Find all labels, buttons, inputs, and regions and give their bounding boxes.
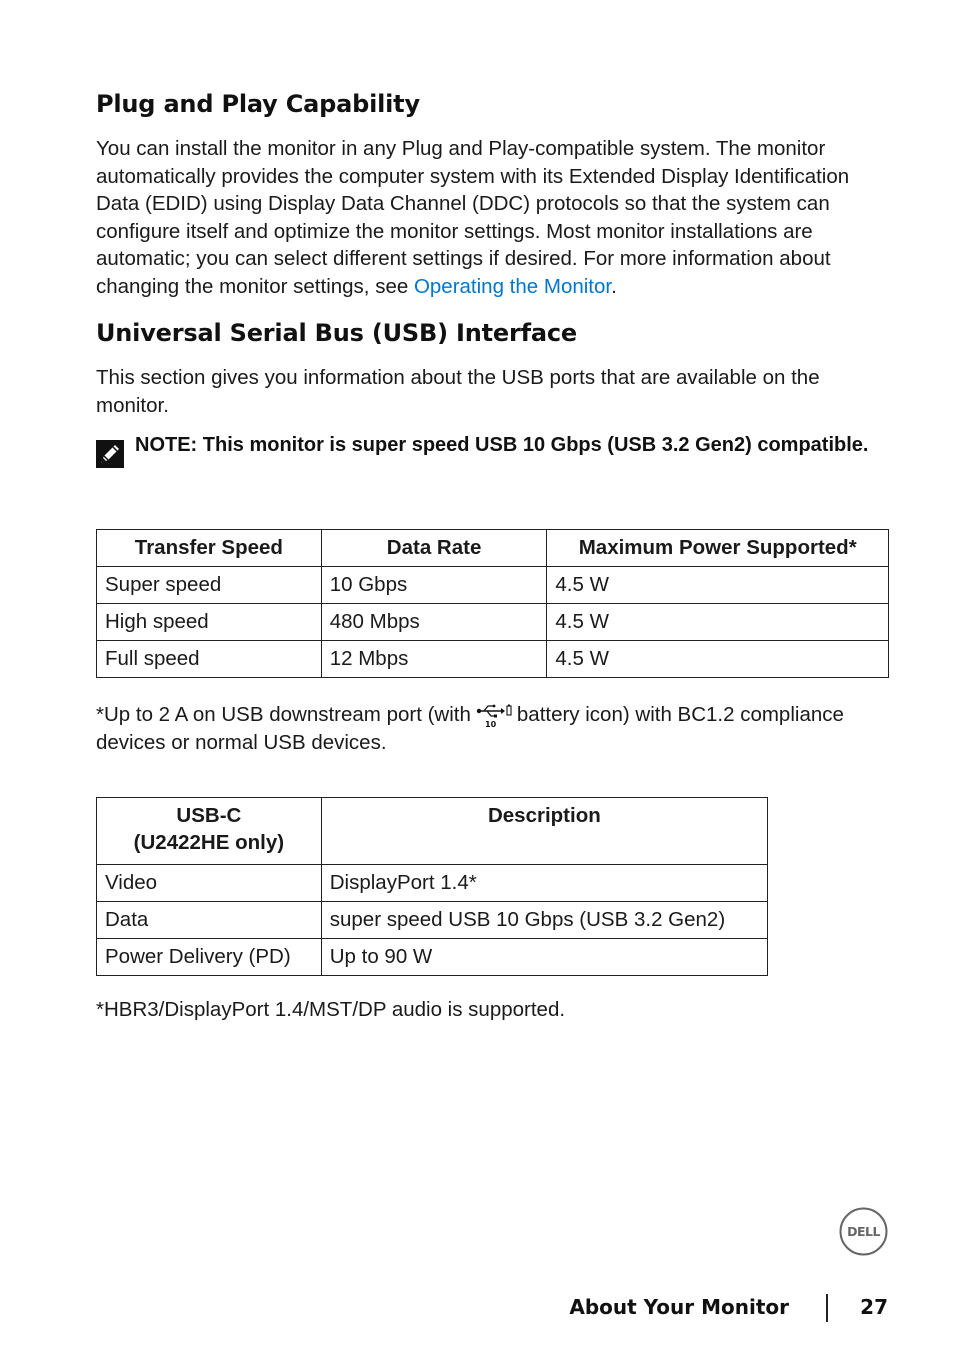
header-usbc-line1: USB-C xyxy=(176,804,242,827)
header-max-power: Maximum Power Supported* xyxy=(547,530,889,567)
table-cell: 12 Mbps xyxy=(321,641,547,678)
footnote-power xyxy=(96,701,891,757)
table-row xyxy=(97,939,768,976)
dell-logo xyxy=(839,1207,888,1256)
heading-plug-and-play: Plug and Play Capability xyxy=(96,90,420,118)
table-cell: High speed xyxy=(97,604,322,641)
table-cell: 4.5 W xyxy=(547,641,889,678)
plug-body-text: You can install the monitor in any Plug and Play-compatible system. The monitor automatically provides the computer system with its Extended Display Identification Data (EDID) using Display Data Channel (DDC) protocols so that the system can configure itself and optimize the monitor settings. Most monitor installations are automatic; you can select different settings if desired. For more information about changing the monitor settings, see xyxy=(96,137,850,298)
table-row xyxy=(97,604,889,641)
table-row xyxy=(97,902,768,939)
table-cell: Up to 90 W xyxy=(321,939,767,976)
header-transfer-speed: Transfer Speed xyxy=(97,530,322,567)
footnote-power-before: *Up to 2 A on USB downstream port (with xyxy=(96,703,471,726)
table-cell: Power Delivery (PD) xyxy=(97,939,322,976)
table-cell: 10 Gbps xyxy=(321,567,547,604)
usb-speed-table xyxy=(96,529,889,678)
table-header-row xyxy=(97,530,889,567)
table-cell: Data xyxy=(97,902,322,939)
paragraph-plug-and-play xyxy=(96,135,891,300)
table-cell: super speed USB 10 Gbps (USB 3.2 Gen2) xyxy=(321,902,767,939)
page-number: 27 xyxy=(860,1295,888,1319)
usb-battery-icon xyxy=(475,703,513,729)
table-cell: 4.5 W xyxy=(547,567,889,604)
table-cell: 4.5 W xyxy=(547,604,889,641)
header-usbc xyxy=(97,798,322,865)
operating-monitor-link[interactable]: Operating the Monitor xyxy=(413,274,612,298)
table-row xyxy=(97,567,889,604)
header-usbc-line2: (U2422HE only) xyxy=(133,831,285,854)
dell-logo-text: DELL xyxy=(847,1224,880,1239)
table-cell: Super speed xyxy=(97,567,322,604)
table-cell: DisplayPort 1.4* xyxy=(321,865,767,902)
footer-divider xyxy=(826,1294,828,1322)
table-cell: Full speed xyxy=(97,641,322,678)
paragraph-usb-interface: This section gives you information about the USB ports that are available on the monitor. xyxy=(96,366,820,417)
table-cell: 480 Mbps xyxy=(321,604,547,641)
table-row xyxy=(97,865,768,902)
table-header-row xyxy=(97,798,768,865)
footnote-hbr3: *HBR3/DisplayPort 1.4/MST/DP audio is supported. xyxy=(96,998,566,1021)
footer-section-title: About Your Monitor xyxy=(569,1295,789,1319)
note-text: NOTE: This monitor is super speed USB 10 Gbps (USB 3.2 Gen2) compatible. xyxy=(135,434,869,456)
usbc-table xyxy=(96,797,768,976)
header-data-rate: Data Rate xyxy=(321,530,547,567)
usb-icon-label: 10 xyxy=(484,720,497,729)
header-description: Description xyxy=(321,798,767,865)
footnote-power-after: battery icon) with BC1.2 compliance devices or normal USB devices. xyxy=(96,703,844,754)
plug-period: . xyxy=(611,274,617,298)
note-pencil-icon xyxy=(96,440,124,468)
table-row xyxy=(97,641,889,678)
table-cell: Video xyxy=(97,865,322,902)
heading-usb-interface: Universal Serial Bus (USB) Interface xyxy=(96,319,577,347)
